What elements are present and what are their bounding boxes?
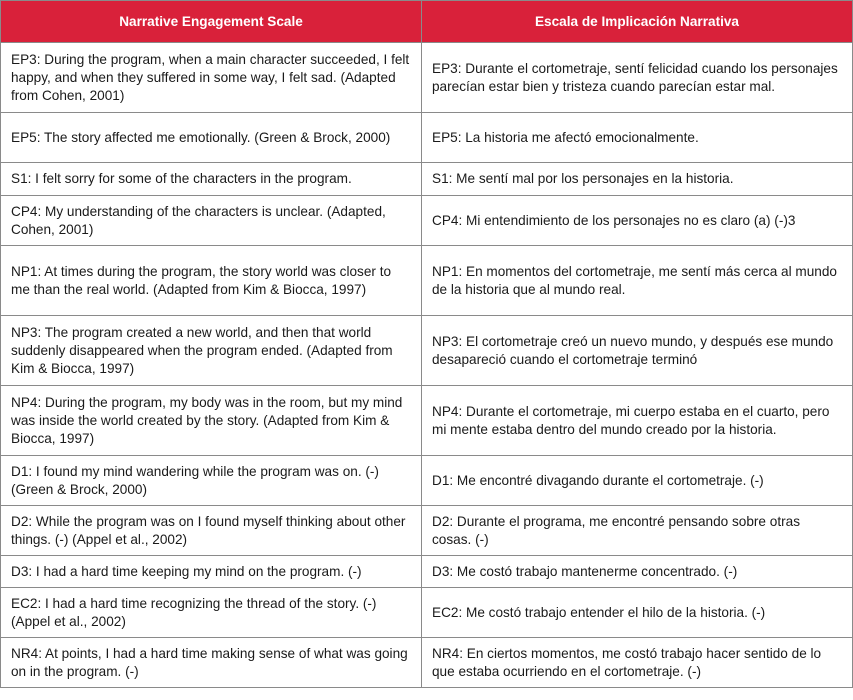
table-row bbox=[1, 556, 853, 588]
item-english: NP1: At times during the program, the story world was closer to me than the real world. (Adapted from Kim & Biocca, 1997) bbox=[1, 246, 422, 316]
item-spanish: D2: Durante el programa, me encontré pensando sobre otras cosas. (-) bbox=[422, 506, 853, 556]
item-english: D2: While the program was on I found myself thinking about other things. (-) (Appel et al., 2002) bbox=[1, 506, 422, 556]
item-spanish: NP4: Durante el cortometraje, mi cuerpo estaba en el cuarto, pero mi mente estaba dentro del mundo creado por la historia. bbox=[422, 386, 853, 456]
header-row bbox=[1, 1, 853, 43]
table-row bbox=[1, 246, 853, 316]
item-spanish: NR4: En ciertos momentos, me costó trabajo hacer sentido de lo que estaba ocurriendo en el cortometraje. (-) bbox=[422, 638, 853, 688]
table-row bbox=[1, 456, 853, 506]
item-english: NR4: At points, I had a hard time making sense of what was going on in the program. (-) bbox=[1, 638, 422, 688]
table-row bbox=[1, 316, 853, 386]
item-spanish: CP4: Mi entendimiento de los personajes no es claro (a) (-)3 bbox=[422, 196, 853, 246]
table-row bbox=[1, 638, 853, 688]
item-english: NP3: The program created a new world, and then that world suddenly disappeared when the program ended. (Adapted from Kim & Biocca, 1997) bbox=[1, 316, 422, 386]
item-spanish: NP1: En momentos del cortometraje, me sentí más cerca al mundo de la historia que al mundo real. bbox=[422, 246, 853, 316]
item-english: EP5: The story affected me emotionally. (Green & Brock, 2000) bbox=[1, 113, 422, 163]
item-english: D1: I found my mind wandering while the program was on. (-) (Green & Brock, 2000) bbox=[1, 456, 422, 506]
table-row bbox=[1, 113, 853, 163]
table-row bbox=[1, 506, 853, 556]
item-spanish: S1: Me sentí mal por los personajes en la historia. bbox=[422, 163, 853, 196]
header-spanish: Escala de Implicación Narrativa bbox=[422, 1, 853, 43]
item-spanish: NP3: El cortometraje creó un nuevo mundo, y después ese mundo desapareció cuando el cortometraje terminó bbox=[422, 316, 853, 386]
table-row bbox=[1, 386, 853, 456]
table-row bbox=[1, 588, 853, 638]
item-spanish: EP5: La historia me afectó emocionalmente. bbox=[422, 113, 853, 163]
item-english: D3: I had a hard time keeping my mind on the program. (-) bbox=[1, 556, 422, 588]
item-english: NP4: During the program, my body was in the room, but my mind was inside the world created by the story. (Adapted from Kim & Biocca, 1997) bbox=[1, 386, 422, 456]
item-english: EC2: I had a hard time recognizing the thread of the story. (-) (Appel et al., 2002) bbox=[1, 588, 422, 638]
item-spanish: EP3: Durante el cortometraje, sentí felicidad cuando los personajes parecían estar bien y tristeza cuando parecían estar mal. bbox=[422, 43, 853, 113]
table-row bbox=[1, 196, 853, 246]
item-spanish: D1: Me encontré divagando durante el cortometraje. (-) bbox=[422, 456, 853, 506]
table-row bbox=[1, 43, 853, 113]
item-english: CP4: My understanding of the characters is unclear. (Adapted, Cohen, 2001) bbox=[1, 196, 422, 246]
item-english: EP3: During the program, when a main character succeeded, I felt happy, and when they suffered in some way, I felt sad. (Adapted from Cohen, 2001) bbox=[1, 43, 422, 113]
item-spanish: EC2: Me costó trabajo entender el hilo de la historia. (-) bbox=[422, 588, 853, 638]
header-english: Narrative Engagement Scale bbox=[1, 1, 422, 43]
item-spanish: D3: Me costó trabajo mantenerme concentrado. (-) bbox=[422, 556, 853, 588]
item-english: S1: I felt sorry for some of the characters in the program. bbox=[1, 163, 422, 196]
table-row bbox=[1, 163, 853, 196]
